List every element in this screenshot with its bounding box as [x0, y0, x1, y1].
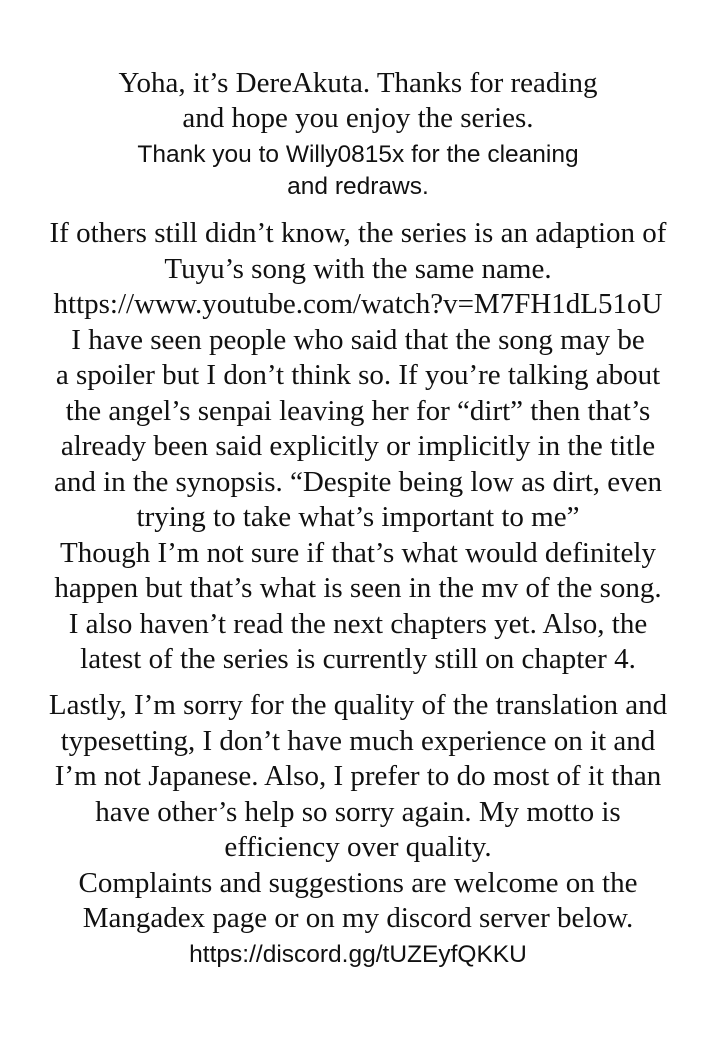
- adaptation-line: happen but that’s what is seen in the mv of the song.: [54, 572, 662, 604]
- closing-block: [0, 688, 716, 937]
- adaptation-line: latest of the series is currently still on chapter 4.: [80, 643, 636, 675]
- adaptation-line: and in the synopsis. “Despite being low as dirt, even: [53, 465, 663, 498]
- closing-line: typesetting, I don’t have much experience on it and: [60, 724, 656, 757]
- closing-line: have other’s help so sorry again. My motto is: [95, 795, 621, 828]
- closing-line: Complaints and suggestions are welcome on the: [78, 866, 638, 899]
- adaptation-line: the angel’s senpai leaving her for “dirt” then that’s: [65, 394, 651, 427]
- greeting-block: [0, 66, 716, 136]
- adaptation-line: I also haven’t read the next chapters yet. Also, the: [68, 607, 648, 640]
- greeting-line: and hope you enjoy the series.: [182, 102, 534, 134]
- adaptation-line: a spoiler but I don’t think so. If you’re talking about: [55, 359, 661, 391]
- adaptation-line: trying to take what’s important to me”: [136, 501, 580, 533]
- adaptation-line: already been said explicitly or implicitly in the title: [60, 430, 656, 462]
- closing-line: I’m not Japanese. Also, I prefer to do most of it than: [54, 760, 662, 792]
- closing-line: Lastly, I’m sorry for the quality of the translation and: [48, 689, 668, 721]
- adaptation-line: If others still didn’t know, the series is an adaption of: [49, 217, 667, 249]
- credit-line: Thank you to Willy0815x for the cleaning: [137, 141, 579, 168]
- credit-block: [0, 139, 716, 203]
- adaptation-line: Tuyu’s song with the same name.: [164, 252, 552, 285]
- adaptation-line: I have seen people who said that the song may be: [71, 323, 645, 356]
- discord-link[interactable]: https://discord.gg/tUZEyfQKKU: [189, 941, 527, 968]
- greeting-line: Yoha, it’s DereAkuta. Thanks for reading: [118, 67, 598, 99]
- discord-block: [0, 939, 716, 971]
- youtube-link[interactable]: https://www.youtube.com/watch?v=M7FH1dL51oU: [53, 288, 663, 320]
- adaptation-block: [0, 216, 716, 678]
- closing-line: Mangadex page or on my discord server below.: [82, 902, 634, 934]
- credit-line: and redraws.: [287, 173, 429, 200]
- adaptation-line: Though I’m not sure if that’s what would definitely: [59, 536, 656, 569]
- closing-line: efficiency over quality.: [224, 831, 492, 863]
